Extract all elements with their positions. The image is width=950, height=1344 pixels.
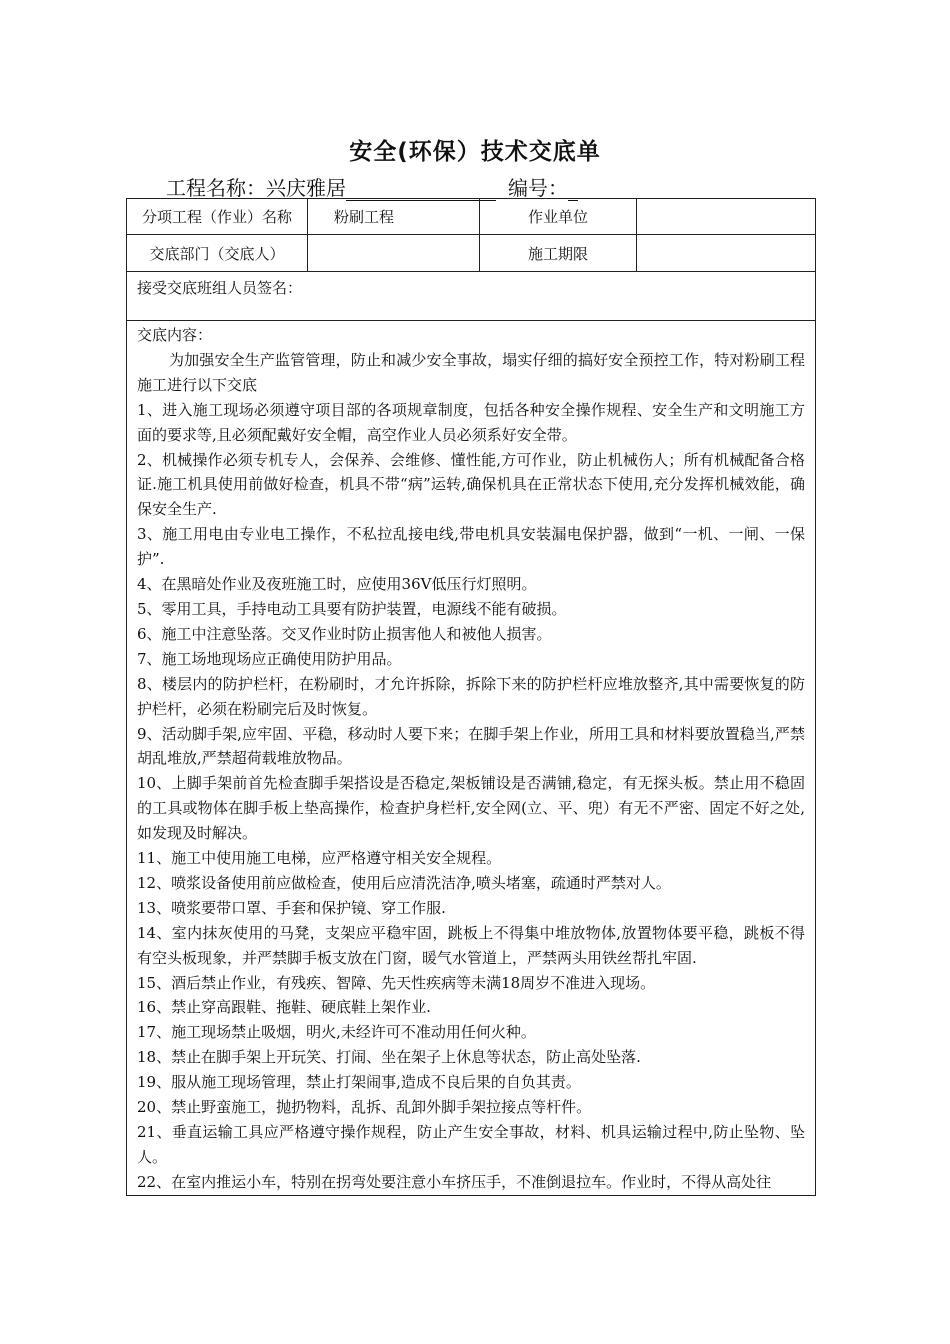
content-item: 21、垂直运输工具应严格遵守操作规程，防止产生安全事故，材料、机具运输过程中,防止坠物、坠人。 [137,1123,805,1166]
content-item: 8、楼层内的防护栏杆，在粉刷时，才允许拆除，拆除下来的防护栏杆应堆放整齐,其中需要恢复的防护栏杆，必须在粉刷完后及时恢复。 [137,674,805,718]
content-item: 13、喷浆要带口罩、手套和保护镜、穿工作服. [137,898,446,917]
content-item: 3、施工用电由专业电工操作，不私拉乱接电线,带电机具安装漏电保护器，做到“一机、一闸、一保护”. [137,525,805,569]
disclosure-form-table [126,198,816,1196]
form-row-content [127,321,816,1196]
signature-field[interactable] [127,272,816,321]
content-item: 5、零用工具，手持电动工具要有防护装置，电源线不能有破损。 [137,599,567,618]
content-item: 6、施工中注意坠落。交叉作业时防止损害他人和被他人损害。 [137,624,552,643]
document-title: 安全(环保）技术交底单 [349,139,601,165]
content-item: 15、酒后禁止作业，有残疾、智障、先天性疾病等未满18周岁不准进入现场。 [137,973,656,992]
content-item: 17、施工现场禁止吸烟，明火,未经许可不准动用任何火种。 [137,1023,536,1042]
dept-value[interactable] [308,235,480,272]
content-item: 12、喷浆设备使用前应做检查，使用后应清洗洁净,喷头堵塞，疏通时严禁对人。 [137,873,671,892]
form-row-sub-item [127,199,816,235]
content-item: 7、施工场地现场应正确使用防护用品。 [137,649,402,668]
content-item: 22、在室内推运小车，特别在拐弯处要注意小车挤压手，不准倒退拉车。作业时，不得从高处往 [137,1172,772,1191]
content-item: 14、室内抹灰使用的马凳，支架应平稳牢固，跳板上不得集中堆放物体,放置物体要平稳，跳板不得有空头板现象，并严禁脚手板支放在门窗，暖气水管道上，严禁两头用铁丝帮扎牢固. [137,923,805,967]
project-name-line [166,172,496,201]
content-item: 18、禁止在脚手架上开玩笑、打闹、坐在架子上休息等状态，防止高处坠落. [137,1048,641,1067]
sub-item-label: 分项工程（作业）名称 [127,199,308,235]
period-label: 施工期限 [480,235,637,272]
content-item: 20、禁止野蛮施工，抛扔物料，乱拆、乱卸外脚手架拉接点等杆件。 [137,1098,592,1117]
signature-label: 接受交底班组人员签名： [137,279,303,297]
project-name-label: 工程名称：兴庆雅居 [166,176,346,200]
form-row-dept [127,235,816,272]
content-cell [127,321,816,1196]
content-item: 11、施工中使用施工电梯，应严格遵守相关安全规程。 [137,849,502,868]
project-number-label: 编号： [508,176,568,200]
dept-label: 交底部门（交底人） [127,235,308,272]
content-item: 16、禁止穿高跟鞋、拖鞋、硬底鞋上架作业. [137,998,431,1017]
content-intro: 为加强安全生产监管管理，防止和减少安全事故，塌实仔细的搞好安全预控工作，特对粉刷工程施工进行以下交底 [137,350,805,394]
content-item: 4、在黑暗处作业及夜班施工时，应使用36V低压行灯照明。 [137,575,537,594]
work-unit-label: 作业单位 [480,199,637,235]
period-value[interactable] [637,235,816,272]
content-item: 19、服从施工现场管理，禁止打架闹事,造成不良后果的自负其责。 [137,1073,581,1092]
work-unit-value[interactable] [637,199,816,235]
form-row-signature [127,272,816,321]
sub-item-value[interactable]: 粉刷工程 [308,199,480,235]
project-number-line [508,172,578,201]
content-item: 2、机械操作必须专机专人，会保养、会维修、懂性能,方可作业，防止机械伤人；所有机械配备合格证.施工机具使用前做好检查，机具不带“病”运转,确保机具在正常状态下使用,充分发挥机械效能，确保安全生产. [137,450,805,519]
content-item: 9、活动脚手架,应牢固、平稳，移动时人要下来；在脚手架上作业，所用工具和材料要放置稳当,严禁胡乱堆放,严禁超荷载堆放物品。 [137,724,805,768]
content-label: 交底内容： [137,326,213,344]
content-item: 10、上脚手架前首先检查脚手架搭设是否稳定,架板铺设是否满铺,稳定，有无探头板。禁止用不稳固的工具或物体在脚手板上垫高操作，检查护身栏杆,安全网(立、平、兜）有无不严密、固定不好之处,如发现及时解决。 [137,774,805,843]
content-item: 1、进入施工现场必须遵守项目部的各项规章制度，包括各种安全操作规程、安全生产和文明施工方面的要求等,且必须配戴好安全帽，高空作业人员必须系好安全带。 [137,400,805,444]
